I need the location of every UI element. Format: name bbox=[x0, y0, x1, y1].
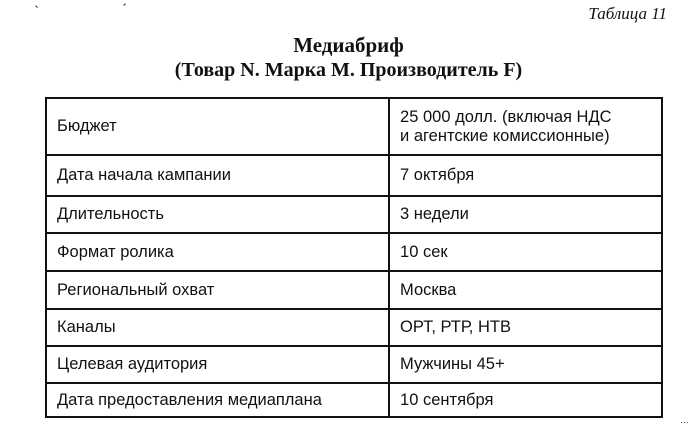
row-value-channels: ОРТ, РТР, НТВ bbox=[389, 309, 662, 346]
row-value-budget bbox=[389, 98, 662, 155]
row-value-budget-line-1: 25 000 долл. (включая НДС bbox=[400, 107, 612, 126]
row-value-mediaplan-date: 10 сентября bbox=[389, 383, 662, 417]
row-label-regional-coverage: Региональный охват bbox=[46, 271, 389, 309]
scan-mark-left: ` bbox=[34, 4, 39, 20]
table-row-target-audience bbox=[46, 346, 662, 383]
table-row-budget bbox=[46, 98, 662, 155]
row-label-duration: Длительность bbox=[46, 196, 389, 233]
table-row-regional-coverage bbox=[46, 271, 662, 309]
row-label-channels: Каналы bbox=[46, 309, 389, 346]
table-row-channels bbox=[46, 309, 662, 346]
row-value-budget-line-2: и агентские комиссионные) bbox=[400, 126, 610, 145]
row-label-start-date: Дата начала кампании bbox=[46, 155, 389, 196]
scan-mark-middle: ˊ bbox=[122, 2, 127, 18]
row-value-duration: 3 недели bbox=[389, 196, 662, 233]
row-label-budget: Бюджет bbox=[46, 98, 389, 155]
corner-scan-mark: … bbox=[680, 415, 689, 425]
table-row-start-date bbox=[46, 155, 662, 196]
row-label-target-audience: Целевая аудитория bbox=[46, 346, 389, 383]
page-title: Медиабриф bbox=[293, 33, 404, 57]
row-value-start-date: 7 октября bbox=[389, 155, 662, 196]
row-value-regional-coverage: Москва bbox=[389, 271, 662, 309]
table-number-label: Таблица 11 bbox=[588, 4, 667, 23]
mediabrief-table bbox=[45, 97, 663, 418]
table-row-mediaplan-date bbox=[46, 383, 662, 417]
row-value-spot-format: 10 сек bbox=[389, 233, 662, 271]
row-label-mediaplan-date: Дата предоставления медиаплана bbox=[46, 383, 389, 417]
table-row-duration bbox=[46, 196, 662, 233]
row-value-target-audience: Мужчины 45+ bbox=[389, 346, 662, 383]
row-label-spot-format: Формат ролика bbox=[46, 233, 389, 271]
page-subtitle: (Товар N. Марка М. Производитель F) bbox=[174, 59, 523, 81]
table-row-spot-format bbox=[46, 233, 662, 271]
